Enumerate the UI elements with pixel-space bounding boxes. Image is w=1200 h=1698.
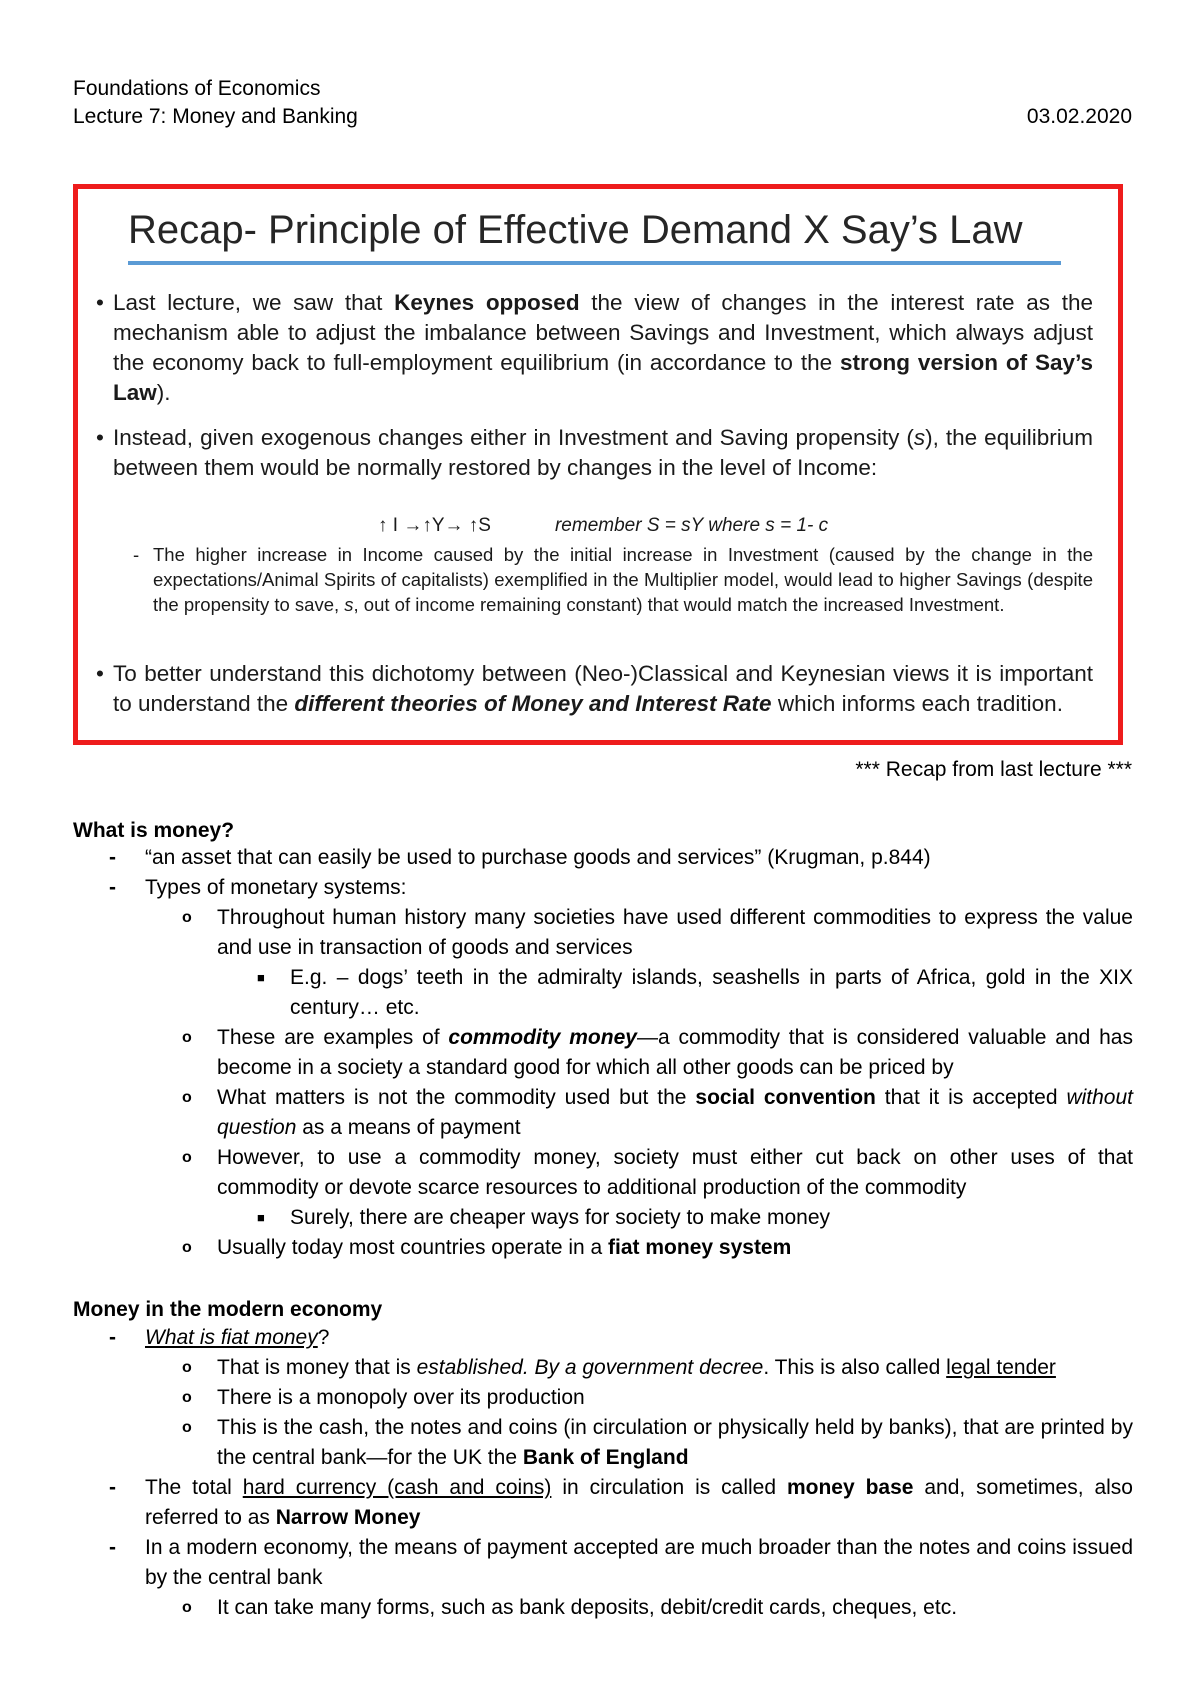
formula-line	[378, 513, 828, 539]
title-underline	[128, 261, 1061, 265]
income-formula: ↑ I →↑Y→ ↑S	[378, 515, 491, 536]
list-item: - What is fiat money?	[145, 1323, 1133, 1353]
circle-bullet-icon: o	[182, 1389, 192, 1406]
slide-bullet-1: • Last lecture, we saw that Keynes opposed the view of changes in the interest rate as the mechanism able to adjust the imbalance between Savings and Investment, which always adjust the economy back to full-employment equilibrium (in accordance to the strong version of Say’s Law).	[96, 290, 1093, 405]
circle-bullet-icon: o	[182, 1089, 192, 1106]
list-item: o However, to use a commodity money, society must either cut back on other uses of that commodity or devote scarce resources to additional production of the commodity	[217, 1143, 1133, 1203]
list-item: - In a modern economy, the means of payment accepted are much broader than the notes and coins issued by the central bank	[145, 1533, 1133, 1593]
slide-bullet-2: • Instead, given exogenous changes either in Investment and Saving propensity (s), the equilibrium between them would be normally restored by changes in the level of Income:	[96, 425, 1093, 480]
list-item: o These are examples of commodity money—a commodity that is considered valuable and has become in a society a standard good for which all other goods can be priced by	[217, 1023, 1133, 1083]
bullet-icon: •	[96, 425, 104, 450]
circle-bullet-icon: o	[182, 1149, 192, 1166]
dash-icon: -	[109, 846, 116, 869]
list-item: ■ E.g. – dogs’ teeth in the admiralty islands, seashells in parts of Africa, gold in the XIX century… etc.	[290, 963, 1133, 1023]
section-heading-what-is-money: What is money?	[73, 819, 235, 842]
recap-caption: *** Recap from last lecture ***	[855, 758, 1132, 781]
list-item: - The total hard currency (cash and coins) in circulation is called money base and, sometimes, also referred to as Narrow Money	[145, 1473, 1133, 1533]
list-item: o This is the cash, the notes and coins (in circulation or physically held by banks), that are printed by the central bank—for the UK the Bank of England	[217, 1413, 1133, 1473]
dash-icon: -	[133, 544, 140, 565]
circle-bullet-icon: o	[182, 1599, 192, 1616]
square-bullet-icon: ■	[257, 1210, 265, 1225]
list-item: o Throughout human history many societies have used different commodities to express the value and use in transaction of goods and services	[217, 903, 1133, 963]
slide-title: Recap- Principle of Effective Demand X Say’s Law	[128, 208, 1023, 252]
circle-bullet-icon: o	[182, 909, 192, 926]
circle-bullet-icon: o	[182, 1419, 192, 1436]
bullet-icon: •	[96, 290, 104, 315]
circle-bullet-icon: o	[182, 1359, 192, 1376]
bullet-icon: •	[96, 661, 104, 686]
lecture-date: 03.02.2020	[1026, 105, 1132, 128]
dash-icon: -	[109, 876, 116, 899]
course-title: Foundations of Economics	[73, 77, 321, 100]
list-item: o That is money that is established. By a government decree. This is also called legal tender	[217, 1353, 1133, 1383]
dash-icon: -	[109, 1326, 116, 1349]
square-bullet-icon: ■	[257, 970, 265, 985]
slide-subnote: - The higher increase in Income caused by the initial increase in Investment (caused by the change in the expectations/Animal Spirits of capitalists) exemplified in the Multiplier model, would lead to higher Savings (despite the propensity to save, s, out of income remaining constant) that would match the increased Investment.	[133, 544, 1093, 615]
list-item: o Usually today most countries operate in a fiat money system	[217, 1233, 1133, 1263]
lecture-title: Lecture 7: Money and Banking	[73, 105, 358, 128]
slide-bullet-3: • To better understand this dichotomy between (Neo-)Classical and Keynesian views it is important to understand the different theories of Money and Interest Rate which informs each tradition.	[96, 661, 1093, 716]
list-item: o It can take many forms, such as bank deposits, debit/credit cards, cheques, etc.	[217, 1593, 1133, 1623]
recap-slide	[73, 184, 1123, 745]
list-item: o What matters is not the commodity used but the social convention that it is accepted without question as a means of payment	[217, 1083, 1133, 1143]
list-item: - Types of monetary systems:	[145, 873, 1133, 903]
dash-icon: -	[109, 1476, 116, 1499]
formula-note: remember S = sY where s = 1- c	[554, 515, 829, 536]
circle-bullet-icon: o	[182, 1029, 192, 1046]
section-heading-modern-economy: Money in the modern economy	[73, 1298, 383, 1321]
list-item: o There is a monopoly over its production	[217, 1383, 1133, 1413]
list-item: - “an asset that can easily be used to purchase goods and services” (Krugman, p.844)	[145, 843, 1133, 873]
circle-bullet-icon: o	[182, 1239, 192, 1256]
list-item: ■ Surely, there are cheaper ways for society to make money	[290, 1203, 1133, 1233]
dash-icon: -	[109, 1536, 116, 1559]
